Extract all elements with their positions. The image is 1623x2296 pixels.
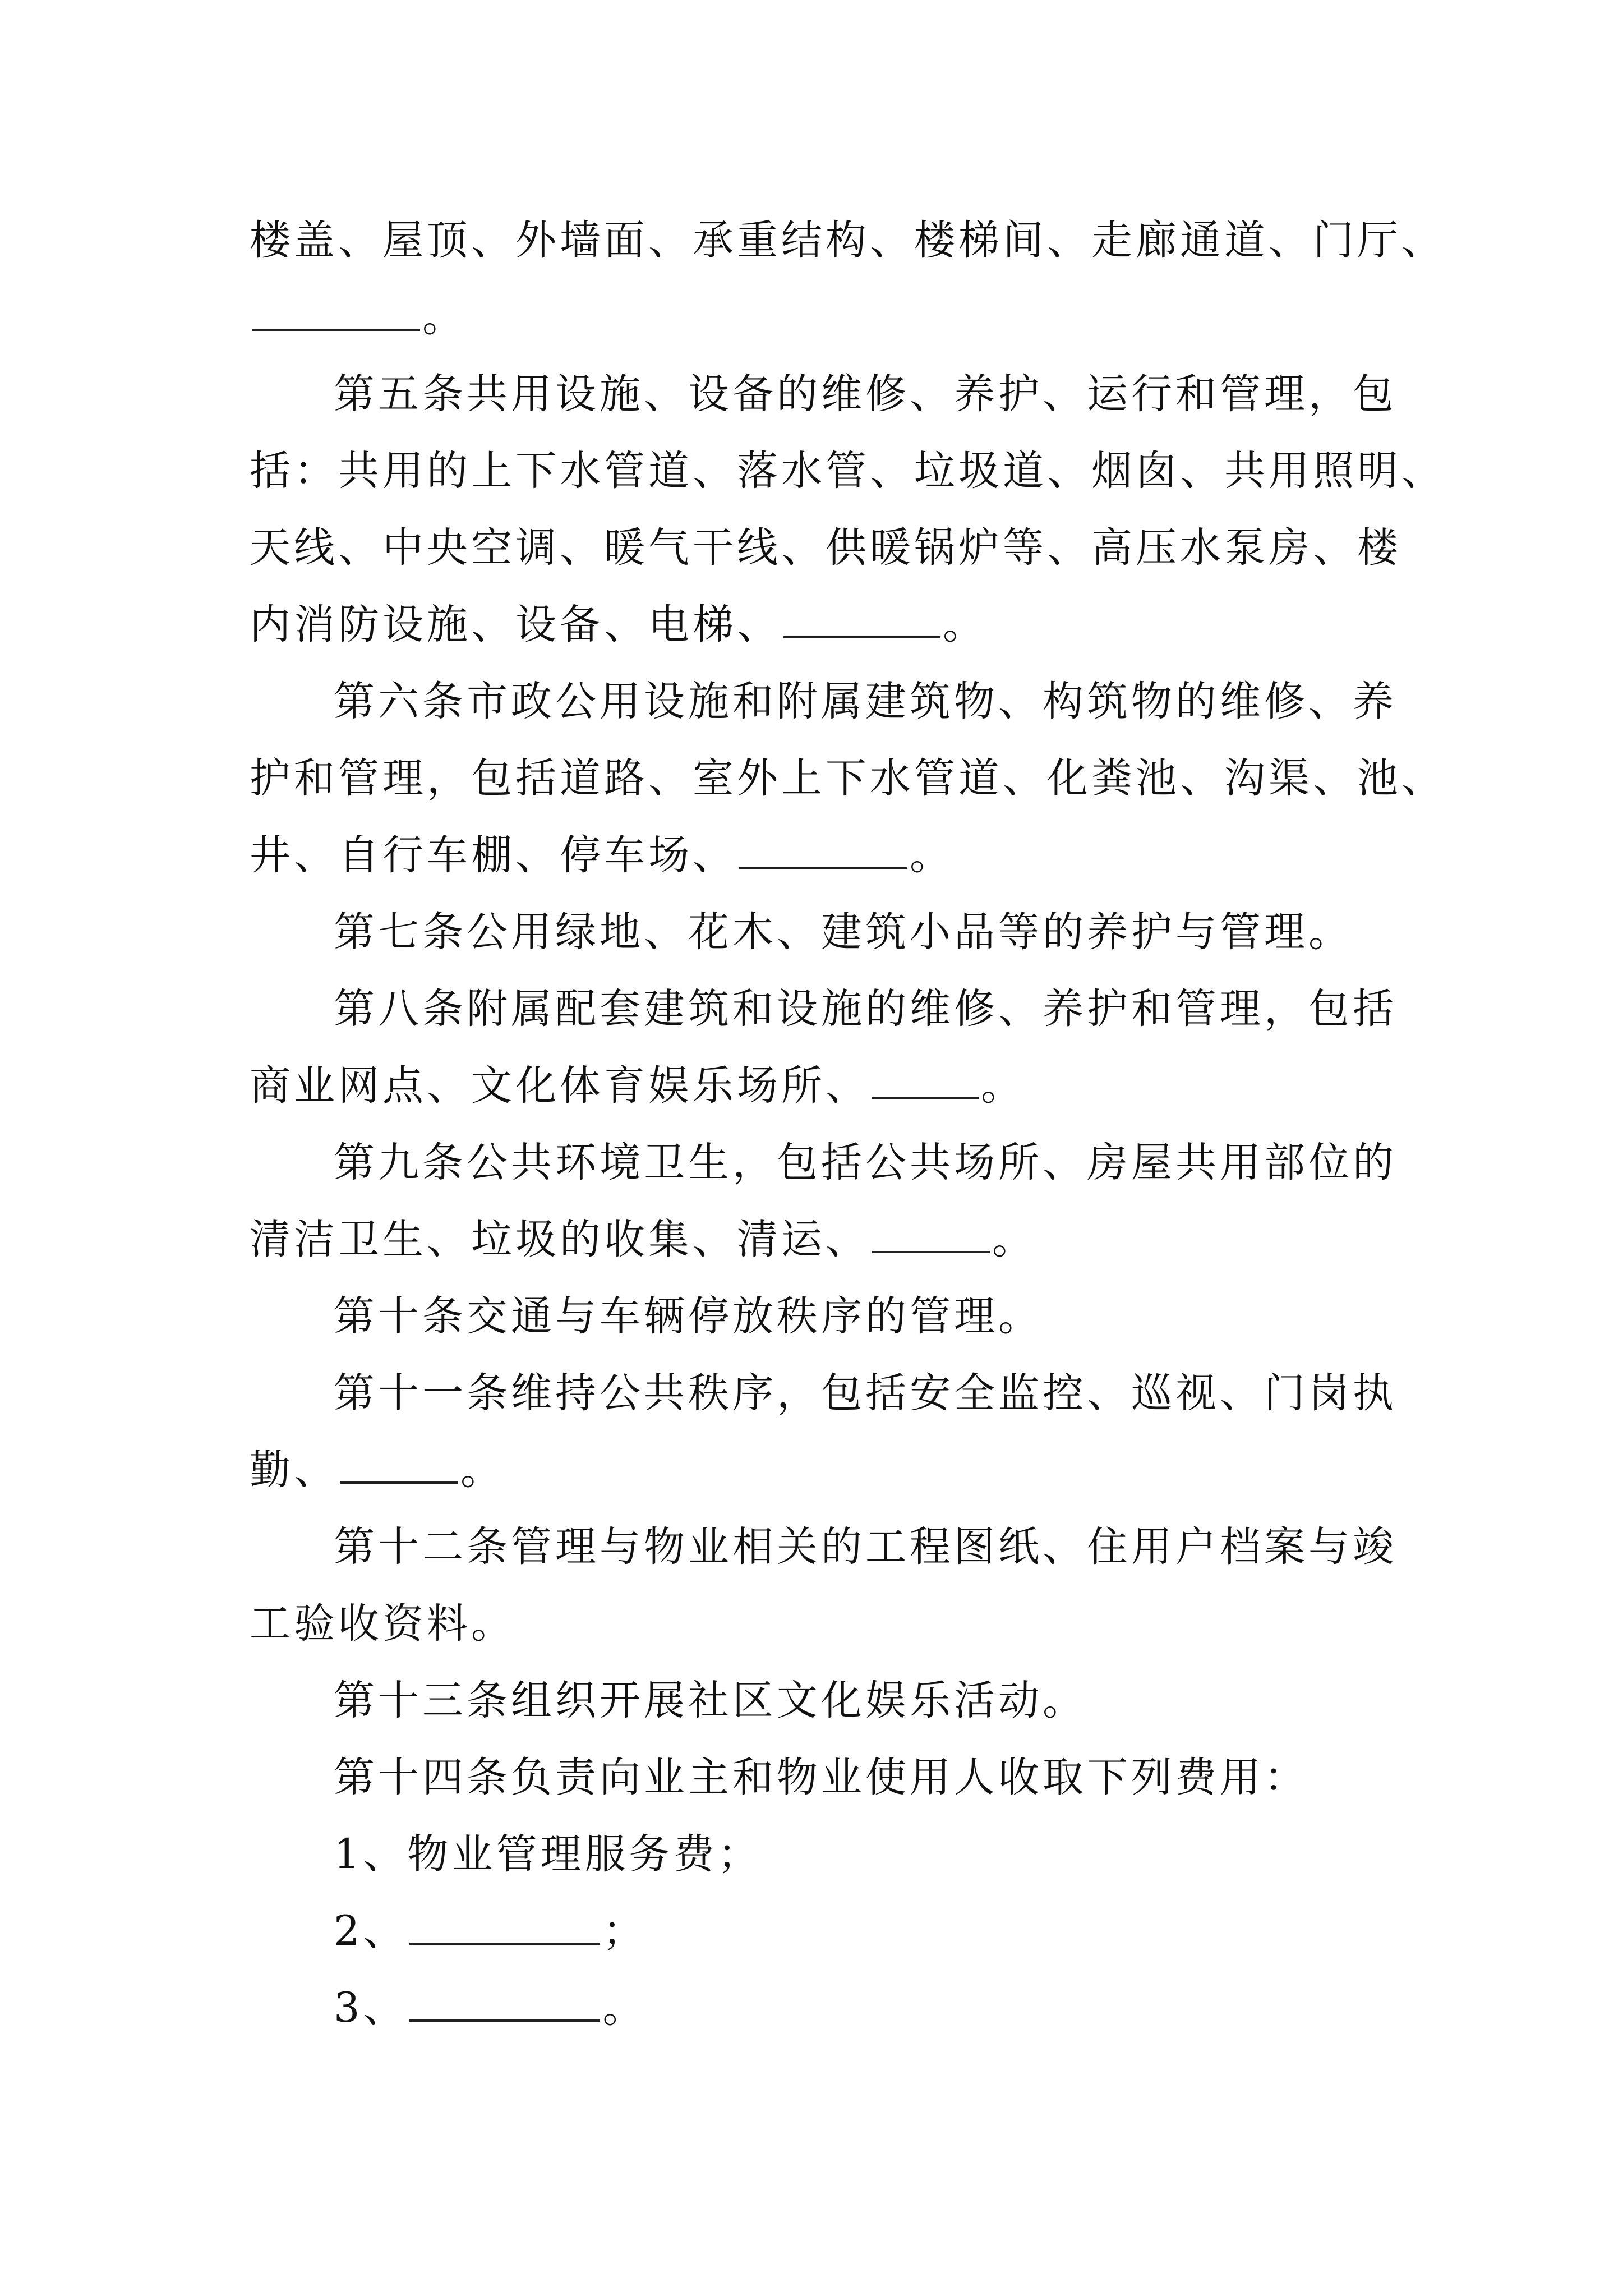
article-5-heading-line: 第五条共用设施、设备的维修、养护、运行和管理，包	[334, 370, 1397, 418]
fill-in-blank	[252, 296, 420, 331]
article-14-heading-line: 第十四条负责向业主和物业使用人收取下列费用：	[334, 1754, 1308, 1801]
line-suffix: 。	[981, 1062, 1025, 1110]
line-suffix: ；	[602, 1907, 647, 1955]
fee-list-item: 1、物业管理服务费；	[334, 1830, 762, 1878]
line-suffix: 。	[910, 831, 954, 879]
text-line: 楼盖、屋顶、外墙面、承重结构、楼梯间、走廊通道、门厅、	[250, 217, 1446, 264]
document-page	[250, 202, 1446, 2046]
article-13-line: 第十三条组织开展社区文化娱乐活动。	[334, 1677, 1087, 1724]
article-9-heading-line: 第九条公共环境卫生，包括公共场所、房屋共用部位的	[334, 1139, 1397, 1186]
article-12-heading-line: 第十二条管理与物业相关的工程图纸、住用户档案与竣	[334, 1523, 1397, 1571]
fill-in-blank	[872, 1065, 979, 1099]
line-prefix: 井、自行车棚、停车场、	[250, 831, 737, 879]
line-suffix: 。	[602, 1984, 647, 2032]
text-line: 工验收资料。	[250, 1600, 515, 1648]
line-suffix: 。	[943, 601, 987, 648]
fill-in-blank	[409, 1987, 600, 2022]
article-10-line: 第十条交通与车辆停放秩序的管理。	[334, 1292, 1043, 1340]
line-suffix: 。	[422, 293, 467, 341]
line-prefix: 内消防设施、设备、电梯、	[250, 601, 781, 648]
article-6-heading-line: 第六条市政公用设施和附属建筑物、构筑物的维修、养	[334, 678, 1397, 725]
article-11-heading-line: 第十一条维持公共秩序，包括安全监控、巡视、门岗执	[334, 1369, 1397, 1417]
fill-in-blank	[409, 1910, 600, 1945]
text-line	[250, 1432, 1391, 1508]
text-line: 天线、中央空调、暖气干线、供暖锅炉等、高压水泵房、楼	[250, 524, 1401, 572]
fill-in-blank	[340, 1449, 458, 1484]
fee-list-item	[250, 1893, 1391, 1970]
text-line	[250, 279, 1391, 356]
fill-in-blank	[872, 1218, 990, 1253]
text-line	[250, 586, 1391, 663]
line-suffix: 。	[992, 1216, 1036, 1263]
line-suffix: 。	[460, 1446, 505, 1494]
list-number: 2、	[334, 1907, 408, 1955]
fill-in-blank	[739, 834, 907, 869]
line-prefix: 勤、	[250, 1446, 338, 1494]
fill-in-blank	[783, 604, 940, 638]
text-line: 护和管理，包括道路、室外上下水管道、化粪池、沟渠、池、	[250, 754, 1446, 802]
text-line	[250, 817, 1391, 894]
article-8-heading-line: 第八条附属配套建筑和设施的维修、养护和管理，包括	[334, 985, 1397, 1033]
text-line: 括：共用的上下水管道、落水管、垃圾道、烟囱、共用照明、	[250, 447, 1446, 495]
list-number: 3、	[334, 1984, 408, 2032]
text-line	[250, 1201, 1391, 1278]
text-line	[250, 1047, 1391, 1124]
fee-list-item	[250, 1970, 1391, 2046]
article-7-line: 第七条公用绿地、花木、建筑小品等的养护与管理。	[334, 908, 1353, 956]
line-prefix: 清洁卫生、垃圾的收集、清运、	[250, 1216, 870, 1263]
line-prefix: 商业网点、文化体育娱乐场所、	[250, 1062, 870, 1110]
